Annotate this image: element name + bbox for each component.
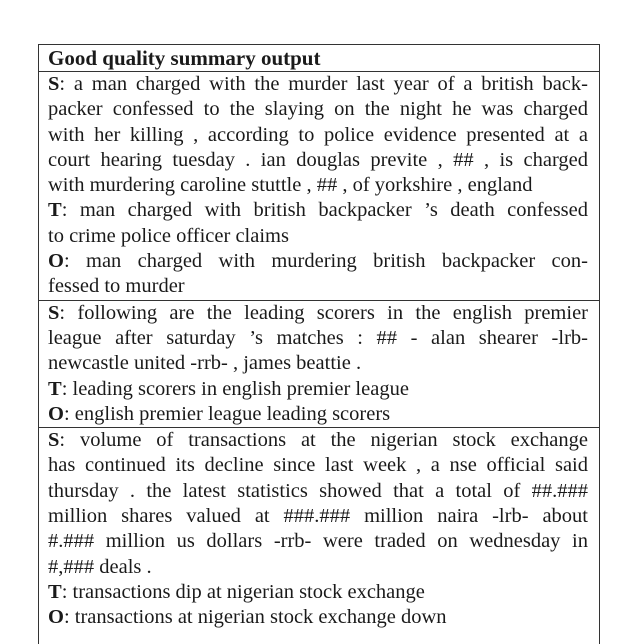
- source-text: thursday . the latest statistics showed that a total of ##.###: [48, 479, 588, 502]
- source-label: S: [48, 301, 60, 324]
- source-text: court hearing tuesday . ian douglas previte , ## , is charged: [48, 148, 588, 171]
- source-text: #,### deals .: [48, 555, 152, 578]
- output-line: [48, 274, 588, 299]
- output-line: [48, 605, 588, 630]
- example-row: [39, 72, 599, 301]
- source-label: S: [48, 73, 60, 95]
- target-line: [48, 198, 588, 223]
- output-line: [48, 402, 588, 427]
- source-line: [48, 351, 588, 376]
- example-row: [39, 428, 599, 630]
- target-text: : transactions dip at nigerian stock exchange: [61, 580, 425, 603]
- source-line: [48, 173, 588, 198]
- output-text: : english premier league leading scorers: [63, 402, 391, 425]
- target-line: [48, 224, 588, 249]
- source-line: [48, 453, 588, 478]
- source-text: #.### million us dollars -rrb- were traded on wednesday in: [48, 530, 588, 553]
- target-label: T: [48, 377, 62, 400]
- table-header: [39, 45, 599, 72]
- source-text: : a man charged with the murder last year of a british back-: [59, 73, 588, 95]
- source-text: league after saturday ’s matches : ## - alan shearer -lrb-: [48, 326, 588, 349]
- table-header-text: Good quality summary output: [48, 46, 321, 70]
- source-line: [48, 72, 588, 97]
- source-label: S: [48, 429, 60, 452]
- source-text: packer confessed to the slaying on the night he was charged: [48, 98, 588, 121]
- example-row: [39, 301, 599, 428]
- target-label: T: [48, 580, 62, 603]
- output-text: : transactions at nigerian stock exchange down: [63, 606, 447, 629]
- target-text: : leading scorers in english premier league: [61, 377, 409, 400]
- target-text: to crime police officer claims: [48, 224, 289, 247]
- source-text: : following are the leading scorers in the english premier: [59, 301, 588, 324]
- source-text: million shares valued at ###.### million naira -lrb- about: [48, 505, 588, 528]
- source-text: : volume of transactions at the nigerian stock exchange: [59, 429, 588, 452]
- source-line: [48, 428, 588, 453]
- source-line: [48, 148, 588, 173]
- source-line: [48, 504, 588, 529]
- source-line: [48, 326, 588, 351]
- source-text: newcastle united -rrb- , james beattie .: [48, 352, 362, 375]
- output-text: : man charged with murdering british backpacker con-: [63, 250, 588, 273]
- source-line: [48, 529, 588, 554]
- summary-table: [38, 44, 600, 644]
- source-line: [48, 555, 588, 580]
- source-line: [48, 123, 588, 148]
- target-label: T: [48, 199, 62, 222]
- source-line: [48, 301, 588, 326]
- output-label: O: [48, 250, 64, 273]
- source-line: [48, 97, 588, 122]
- target-line: [48, 377, 588, 402]
- source-line: [48, 479, 588, 504]
- source-text: has continued its decline since last week , a nse official said: [48, 454, 588, 477]
- output-line: [48, 249, 588, 274]
- output-label: O: [48, 402, 64, 425]
- target-text: : man charged with british backpacker ’s death confessed: [61, 199, 588, 222]
- source-text: with murdering caroline stuttle , ## , of yorkshire , england: [48, 174, 533, 197]
- output-label: O: [48, 606, 64, 629]
- source-text: with her killing , according to police evidence presented at a: [48, 123, 588, 146]
- target-line: [48, 580, 588, 605]
- output-text: fessed to murder: [48, 275, 185, 298]
